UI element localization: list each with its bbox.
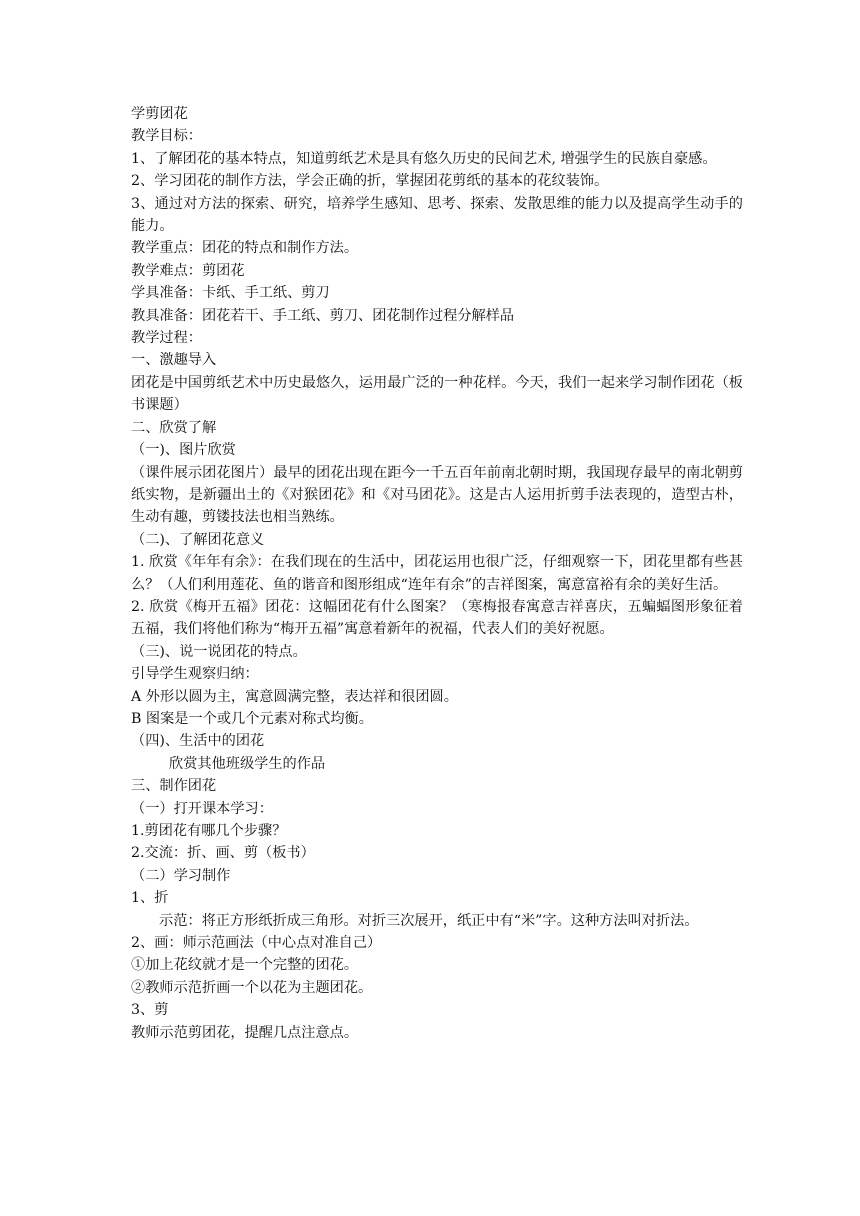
subsection-3-1-question-2: 2.交流：折、画、剪（板书） [131,845,315,862]
subsection-3-1-heading: （一）打开课本学习： [131,800,273,817]
objective-2: 2、学习团花的制作方法，学会正确的折，掌握团花剪纸的基本的花纹装饰。 [131,173,609,190]
student-materials: 学具准备：卡纸、手工纸、剪刀 [131,285,330,302]
subsection-3-1-question-1: 1.剪团花有哪几个步骤？ [131,823,287,839]
subsection-3-2-heading: （二）学习制作 [131,867,231,884]
section-1-text: 团花是中国剪纸艺术中历史最悠久，运用最广泛的一种花样。今天，我们一起来学习制作团花（板书课题） [131,374,743,414]
point-b: B 图案是一个或几个元素对称式均衡。 [131,710,373,727]
step-3-text: 教师示范剪团花，提醒几点注意点。 [131,1024,359,1041]
step-1-text: 示范：将正方形纸折成三角形。对折三次展开，纸正中有“米”字。这种方法叫对折法。 [159,912,699,929]
document-body [131,103,743,1044]
step-1-heading: 1、折 [131,890,169,907]
subsection-2-4-text: 欣赏其他班级学生的作品 [169,755,326,772]
objective-3: 3、通过对方法的探索、研究，培养学生感知、思考、探索、发散思维的能力以及提高学生动手的能力。 [131,195,743,235]
step-2-item-a: ①加上花纹就才是一个完整的团花。 [131,957,359,974]
guide-text: 引导学生观察归纳： [131,666,259,683]
process-heading: 教学过程： [131,330,202,347]
document-title: 学剪团花 [131,106,188,122]
difficulty: 教学难点：剪团花 [131,262,245,279]
key-point: 教学重点：团花的特点和制作方法。 [131,240,359,257]
teacher-materials: 教具准备：团花若干、手工纸、剪刀、团花制作过程分解样品 [131,307,515,324]
subsection-2-2-heading: （二)、了解团花意义 [131,531,265,548]
subsection-2-1-heading: （一)、图片欣赏 [131,442,236,459]
subsection-2-2-item-1: 1. 欣赏《年年有余》：在我们现在的生活中，团花运用也很广泛，仔细观察一下，团花里都有些甚么？（人们利用莲花、鱼的谐音和图形组成“连年有余”的吉祥图案，寓意富裕有余的美好生活。 [131,554,743,593]
objective-1: 1、了解团花的基本特点，知道剪纸艺术是具有悠久历史的民间艺术, 增强学生的民族自豪感。 [131,150,717,167]
section-1-heading: 一、激趣导入 [131,352,217,369]
subsection-2-3-heading: （三)、说一说团花的特点。 [131,643,307,660]
subsection-2-2-item-2: 2. 欣赏《梅开五福》团花：这幅团花有什么图案？（寒梅报春寓意吉祥喜庆，五蝙蝠图形象征着五福，我们将他们称为“梅开五福”寓意着新年的祝福，代表人们的美好祝愿。 [131,598,743,638]
step-2-heading: 2、画：师示范画法（中心点对准自己） [131,935,382,952]
objectives-heading: 教学目标： [131,128,202,145]
section-3-heading: 三、制作团花 [131,778,217,795]
subsection-2-1-text: （课件展示团花图片）最早的团花出现在距今一千五百年前南北朝时期，我国现存最早的南北朝剪纸实物，是新疆出土的《对猴团花》和《对马团花》。这是古人运用折剪手法表现的，造型古朴，生动有趣，剪镂技法也相当熟练。 [131,464,743,526]
subsection-2-4-heading: （四)、生活中的团花 [131,733,265,750]
section-2-heading: 二、欣赏了解 [131,419,217,436]
step-3-heading: 3、剪 [131,1002,169,1019]
step-2-item-b: ②教师示范折画一个以花为主题团花。 [131,979,373,996]
point-a: A 外形以圆为主，寓意圆满完整，表达祥和很团圆。 [131,688,458,705]
